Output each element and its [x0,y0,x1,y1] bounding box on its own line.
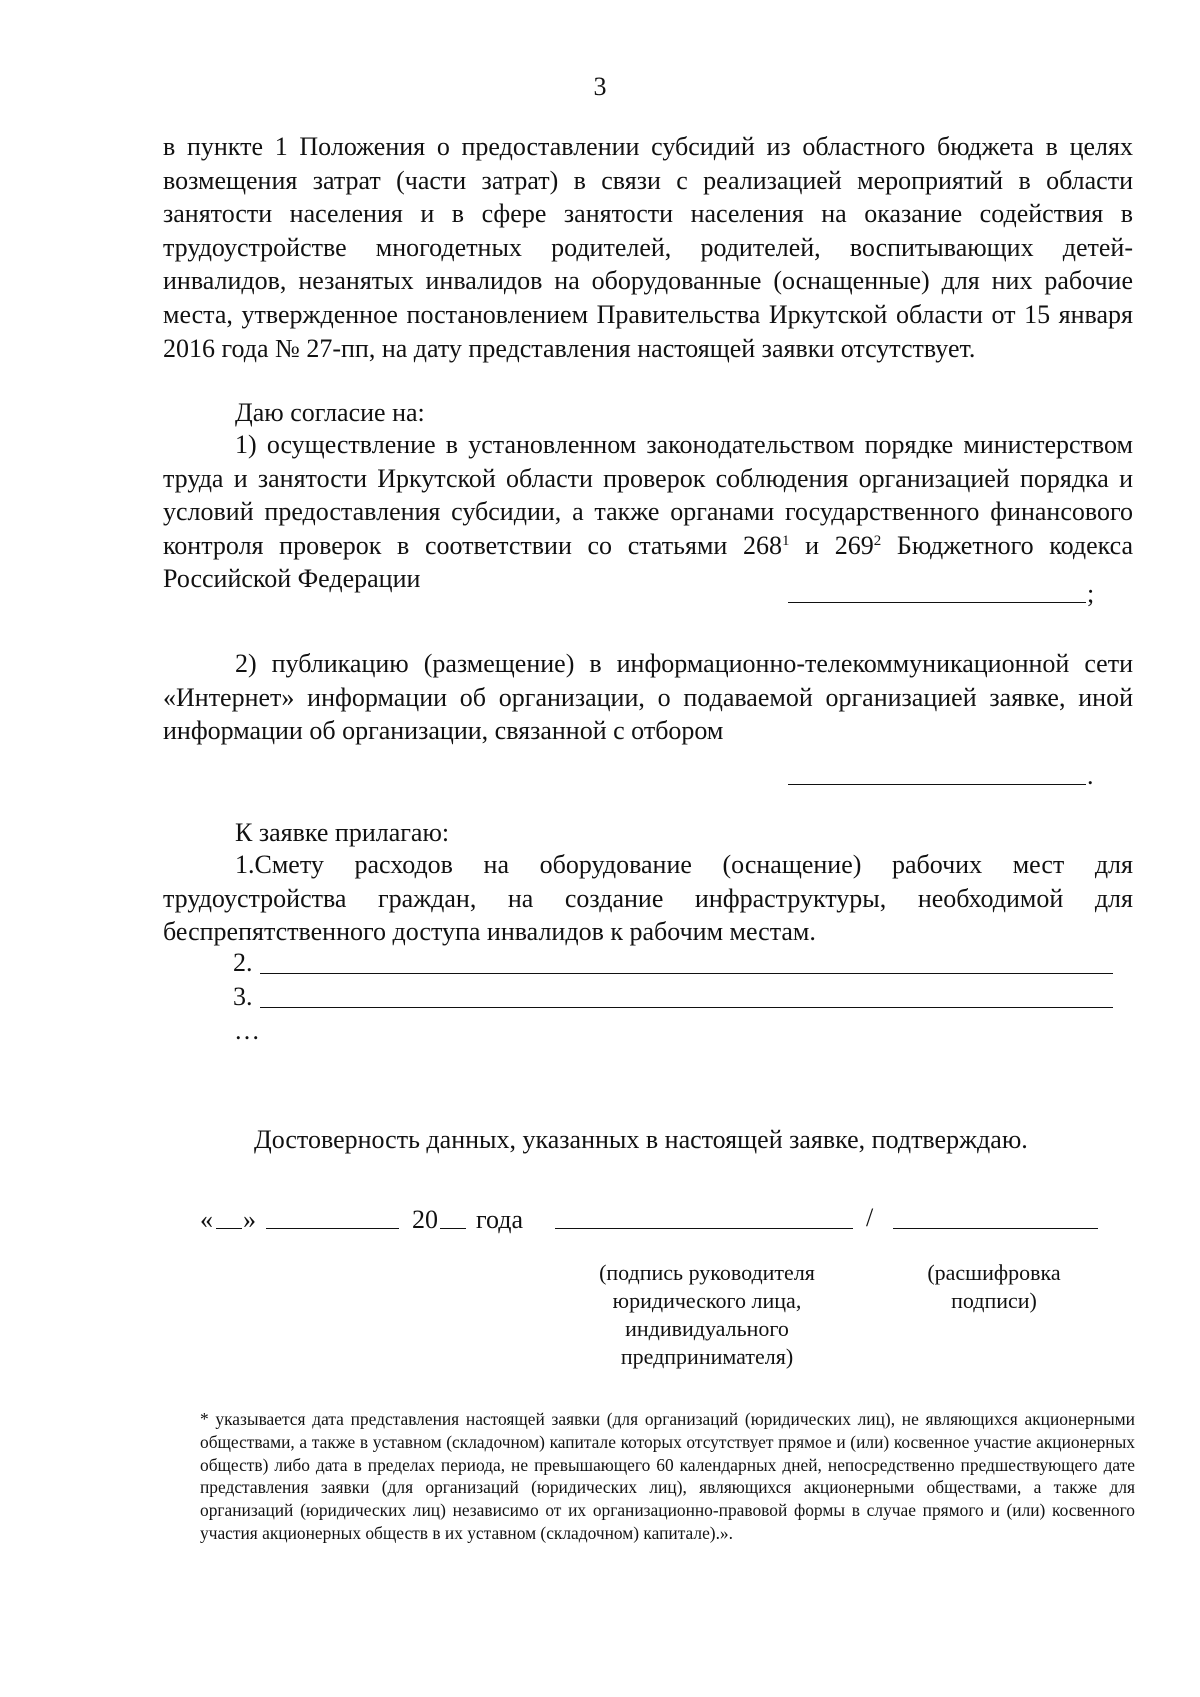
date-day-blank[interactable] [216,1228,242,1229]
consent-item-1-middle: и 269 [789,530,874,560]
consent-heading: Даю согласие на: [235,398,425,427]
consent-item-2-blank[interactable] [788,784,1086,785]
attachment-item-3-label: 3. [233,982,253,1011]
consent-item-1-blank[interactable] [788,602,1086,603]
consent-item-1 [163,428,1133,596]
signature-blank[interactable] [555,1228,853,1229]
attachments-heading: К заявке прилагаю: [235,818,450,847]
page-number: 3 [593,72,607,101]
date-month-blank[interactable] [266,1228,399,1229]
attachments-ellipsis: … [234,1016,260,1045]
signature-caption: (подпись руководителя юридического лица, индивидуального предпринимателя) [599,1260,815,1369]
attachment-item-1: 1.Смету расходов на оборудование (оснащение) рабочих мест для трудоустройства граждан, на создание инфраструктуры, необходимой для беспрепятственного доступа инвалидов к рабочим местам. [163,850,1133,947]
consent-item-1-text: 1) осуществление в установленном законодательством порядке министерством труда и занятости Иркутской области проверок соблюдения организацией порядка и условий предоставления субсидии, а также органами государственного финансового контроля проверок в соответствии со статьями 268 [163,430,1133,560]
date-year-prefix: 20 [412,1205,438,1234]
signature-separator: / [866,1203,874,1232]
date-quote-open: « [200,1205,213,1234]
superscript-2: 2 [873,532,882,549]
signature-decode-blank[interactable] [893,1228,1098,1229]
date-year-suffix: года [476,1205,524,1234]
consent-item-2-period: . [1087,761,1094,790]
consent-item-1-semicolon: ; [1087,579,1095,608]
signature-decode-caption: (расшифровка подписи) [927,1260,1061,1313]
intro-paragraph: в пункте 1 Положения о предоставлении субсидий из областного бюджета в целях возмещения затрат (части затрат) в связи с реализацией мероприятий в области занятости населения и в сфере занятости населения на оказание содействия в трудоустройстве многодетных родителей, родителей, воспитывающих детей-инвалидов, незанятых инвалидов на оборудованные (оснащенные) для них рабочие места, утвержденное постановлением Правительства Иркутской области от 15 января 2016 года № 27-пп, на дату представления настоящей заявки отсутствует. [163,132,1133,363]
superscript-1: 1 [782,532,790,549]
attachment-item-2-blank[interactable] [260,973,1113,974]
attachment-item-2-label: 2. [233,948,253,977]
consent-item-1-end: Бюджетного кодекса Российской Федерации [163,530,1133,594]
date-quote-close: » [243,1205,256,1234]
consent-item-2: 2) публикацию (размещение) в информационно-телекоммуникационной сети «Интернет» информации об организации, о подаваемой организацией заявке, иной информации об организации, связанной с отбором [163,649,1133,746]
footnote: * указывается дата представления настоящей заявки (для организаций (юридических лиц), не являющихся акционерными обществами, а также в уставном (складочном) капитале которых отсутствует прямое и (или) косвенное участие акционерных обществ) либо дата в пределах периода, не превышающего 60 календарных дней, непосредственно предшествующего дате представления заявки (для организаций (юридических лиц), являющихся акционерными обществами, а также для организаций (юридических лиц) независимо от их организационно-правовой формы в случае прямого и (или) косвенного участия акционерных обществ в их уставном (складочном) капитале).». [200,1409,1135,1543]
date-year-blank[interactable] [440,1228,466,1229]
confirmation-statement: Достоверность данных, указанных в настоящей заявке, подтверждаю. [254,1125,1028,1154]
attachment-item-3-blank[interactable] [260,1007,1113,1008]
